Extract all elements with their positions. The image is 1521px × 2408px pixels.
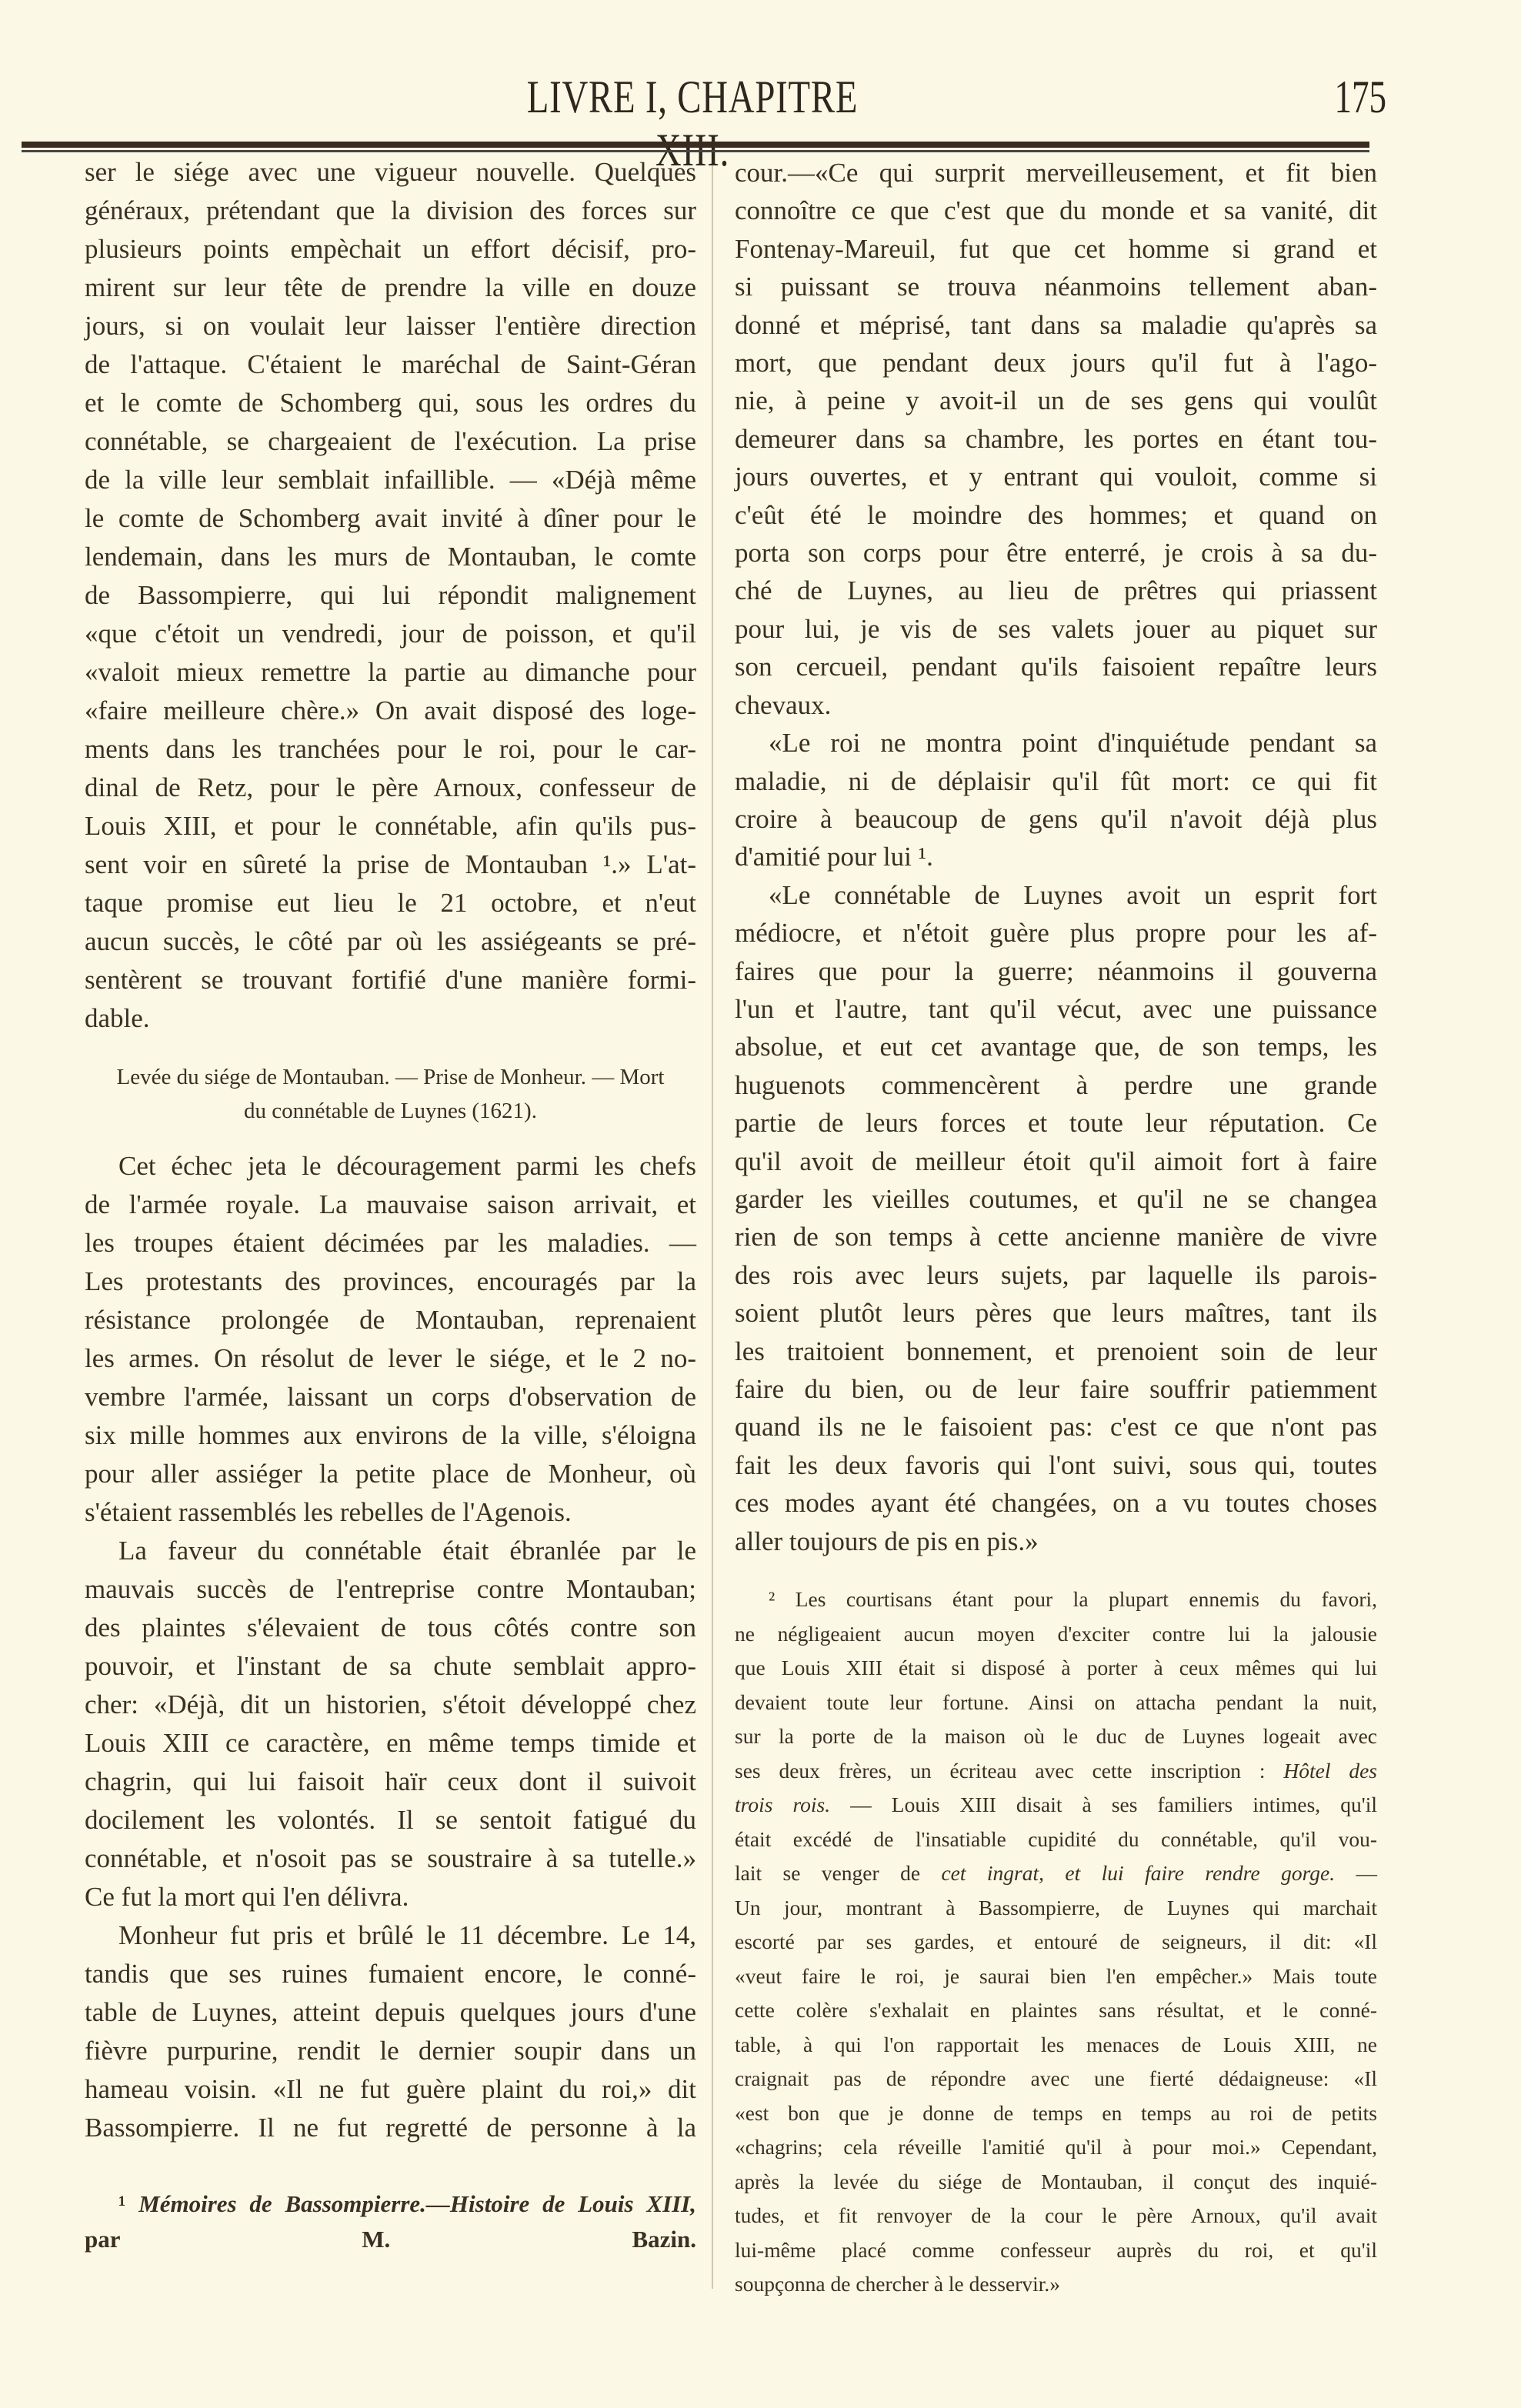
text-line: escorté par ses gardes, et entouré de seigneurs, il dit: «Il bbox=[735, 1929, 1377, 1953]
text-line: cher: «Déjà, dit un historien, s'étoit développé chez bbox=[85, 1689, 696, 1719]
text-line: jours ouvertes, et y entrant qui vouloit, comme si bbox=[735, 462, 1377, 492]
text-line: mort, que pendant deux jours qu'il fut à l'ago- bbox=[735, 348, 1377, 379]
text-line: ces modes ayant été changées, on a vu toutes choses bbox=[735, 1488, 1377, 1519]
text-line: des plaintes s'élevaient de tous côtés contre son bbox=[85, 1613, 696, 1643]
text-line: mauvais succès de l'entreprise contre Montauban; bbox=[85, 1574, 696, 1604]
text-line: «Le roi ne montra point d'inquiétude pendant sa bbox=[769, 728, 1377, 759]
text-line: taque promise eut lieu le 21 octobre, et n'eut bbox=[85, 888, 696, 918]
text-line: rien de son temps à cette ancienne manière de vivre bbox=[735, 1222, 1377, 1252]
text-line: absolue, et eut cet avantage que, de son temps, les bbox=[735, 1032, 1377, 1062]
paragraph bbox=[735, 724, 1377, 876]
text-line: jours, si on voulait leur laisser l'entière direction bbox=[85, 311, 696, 341]
text-line: «que c'étoit un vendredi, jour de poisson, et qu'il bbox=[85, 619, 696, 649]
text-line: était excédé de l'insatiable cupidité du connétable, qu'il vou- bbox=[735, 1826, 1377, 1851]
left-column-text-top bbox=[85, 153, 696, 1038]
text-line: quand ils ne le faisoient pas: c'est ce que n'ont pas bbox=[735, 1412, 1377, 1442]
text-line: table, à qui l'on rapportait les menaces de Louis XIII, ne bbox=[735, 2032, 1377, 2056]
paragraph bbox=[735, 876, 1377, 1560]
text-line: ché de Luynes, au lieu de prêtres qui priassent bbox=[735, 575, 1377, 606]
text-line: qu'il avoit de meilleur étoit qu'il aimoit fort à faire bbox=[735, 1146, 1377, 1176]
text-line: dinal de Retz, pour le père Arnoux, confesseur de bbox=[85, 772, 696, 802]
text-line: «chagrins; cela réveille l'amitié qu'il à pour moi.» Cependant, bbox=[735, 2135, 1377, 2159]
text-line: généraux, prétendant que la division des forces sur bbox=[85, 195, 696, 225]
text-line: pouvoir, et l'instant de sa chute semblait appro- bbox=[85, 1651, 696, 1681]
text-line: chagrin, qui lui faisoit haïr ceux dont il suivoit bbox=[85, 1766, 696, 1796]
text-line: ² Les courtisans étant pour la plupart ennemis du favori, bbox=[769, 1587, 1377, 1611]
page-number: 175 bbox=[1334, 72, 1386, 122]
text-line: Ce fut la mort qui l'en délivra. bbox=[85, 1882, 409, 1912]
section-heading bbox=[85, 1060, 696, 1128]
text-line: les armes. On résolut de lever le siége, et le 2 no- bbox=[85, 1343, 696, 1373]
text-line: Monheur fut pris et brûlé le 11 décembre. Le 14, bbox=[118, 1920, 696, 1950]
paragraph bbox=[85, 1147, 696, 1532]
text-line: son cercueil, pendant qu'ils faisoient repaître leurs bbox=[735, 652, 1377, 682]
section-heading-line: Levée du siége de Montauban. — Prise de Monheur. — Mort bbox=[116, 1065, 665, 1089]
text-line: par M. Bazin. bbox=[85, 2226, 696, 2253]
italic-text: trois rois. bbox=[735, 1793, 831, 1816]
text-line: fièvre purpurine, rendit le dernier soupir dans un bbox=[85, 2036, 696, 2066]
text-line: après la levée du siége de Montauban, il conçut des inquié- bbox=[735, 2169, 1377, 2193]
text-line: l'un et l'autre, tant qu'il vécut, avec une puissance bbox=[735, 993, 1377, 1024]
text-line: Un jour, montrant à Bassompierre, de Luynes qui marchait bbox=[735, 1895, 1377, 1919]
text-line: table de Luynes, atteint depuis quelques jours d'une bbox=[85, 1997, 696, 2027]
text-line: cour.—«Ce qui surprit merveilleusement, et fit bien bbox=[735, 158, 1377, 188]
text-line: hameau voisin. «Il ne fut guère plaint du roi,» dit bbox=[85, 2074, 696, 2104]
text-line: ¹ Mémoires de Bassompierre.—Histoire de Louis XIII, bbox=[118, 2190, 696, 2217]
text-line: cette colère s'exhalait en plaintes sans résultat, et le conné- bbox=[735, 1998, 1377, 2022]
text-line: dable. bbox=[85, 1003, 150, 1033]
text-line: «est bon que je donne de temps en temps au roi de petits bbox=[735, 2100, 1377, 2125]
text-line: si puissant se trouva néanmoins tellement aban- bbox=[735, 272, 1377, 302]
text-line: connoître ce que c'est que du monde et sa vanité, dit bbox=[735, 195, 1377, 226]
column-divider bbox=[712, 165, 713, 2289]
text-line: médiocre, et n'étoit guère plus propre pour les af- bbox=[735, 918, 1377, 949]
text-line: garder les vieilles coutumes, et qu'il ne se changea bbox=[735, 1183, 1377, 1214]
left-footnote bbox=[85, 2186, 696, 2257]
text-line: La faveur du connétable était ébranlée par le bbox=[118, 1536, 696, 1566]
text-line: Cet échec jeta le découragement parmi les chefs bbox=[118, 1151, 696, 1181]
text-line: chevaux. bbox=[735, 689, 832, 720]
text-line: Louis XIII, et pour le connétable, afin qu'ils pus- bbox=[85, 811, 696, 841]
text-line: demeurer dans sa chambre, les portes en étant tou- bbox=[735, 423, 1377, 454]
text-line: soupçonna de chercher à le desservir.» bbox=[735, 2272, 1061, 2296]
text-line: «Le connétable de Luynes avoit un esprit fort bbox=[769, 879, 1377, 910]
text-line: aller toujours de pis en pis.» bbox=[735, 1526, 1039, 1556]
text-line: sent voir en sûreté la prise de Montauban ¹.» L'at- bbox=[85, 849, 696, 879]
paragraph bbox=[85, 2186, 696, 2257]
text-line: fait les deux favoris qui l'ont suivi, sous qui, toutes bbox=[735, 1449, 1377, 1480]
text-line: «valoit mieux remettre la partie au dimanche pour bbox=[85, 657, 696, 687]
text-line: ments dans les tranchées pour le roi, pour le car- bbox=[85, 734, 696, 764]
text-line: lui-même placé comme confesseur auprès du roi, et qu'il bbox=[735, 2237, 1377, 2262]
header-rule bbox=[22, 142, 1369, 148]
text-line: six mille hommes aux environs de la ville, s'éloigna bbox=[85, 1420, 696, 1450]
text-line: vembre l'armée, laissant un corps d'observation de bbox=[85, 1382, 696, 1412]
text-line: croire à beaucoup de gens qu'il n'avoit déjà plus bbox=[735, 803, 1377, 834]
text-line: des rois avec leurs sujets, par laquelle ils parois- bbox=[735, 1259, 1377, 1290]
text-line: ne négligeaient aucun moyen d'exciter contre lui la jalousie bbox=[735, 1621, 1377, 1646]
paragraph bbox=[85, 1916, 696, 2147]
text-line: tudes, et fit renvoyer de la cour le père Arnoux, qu'il avait bbox=[735, 2203, 1377, 2227]
text-line: pour aller assiéger la petite place de Monheur, où bbox=[85, 1459, 696, 1489]
text-line: ses deux frères, un écriteau avec cette inscription : Hôtel des bbox=[735, 1758, 1377, 1783]
text-line: lendemain, dans les murs de Montauban, le comte bbox=[85, 542, 696, 572]
text-line: faires que pour la guerre; néanmoins il gouverna bbox=[735, 956, 1377, 986]
text-line: le comte de Schomberg avait invité à dîner pour le bbox=[85, 503, 696, 533]
text-line: connétable, se chargeaient de l'exécution. La prise bbox=[85, 426, 696, 456]
text-line: ser le siége avec une vigueur nouvelle. Quelques bbox=[85, 157, 696, 187]
text-line: d'amitié pour lui ¹. bbox=[735, 842, 933, 872]
text-line: devaient toute leur fortune. Ainsi on attacha pendant la nuit, bbox=[735, 1689, 1377, 1714]
section-heading-line: du connétable de Luynes (1621). bbox=[244, 1099, 537, 1123]
right-footnote bbox=[735, 1583, 1377, 2302]
text-line: Bassompierre. Il ne fut regretté de personne à la bbox=[85, 2113, 696, 2143]
text-line: nie, à peine y avoit-il un de ses gens qui voulût bbox=[735, 385, 1377, 416]
text-line: lait se venger de cet ingrat, et lui faire rendre gorge. — bbox=[735, 1861, 1378, 1885]
text-line: faire du bien, ou de leur faire souffrir patiemment bbox=[735, 1374, 1377, 1404]
text-line: donné et méprisé, tant dans sa maladie qu'après sa bbox=[735, 309, 1377, 340]
text-line: que Louis XIII était si disposé à porter à ceux mêmes qui lui bbox=[735, 1656, 1377, 1679]
header-rule-thin bbox=[22, 150, 1369, 152]
text-line: porta son corps pour être enterré, je crois à sa du- bbox=[735, 538, 1377, 569]
text-line: de la ville leur semblait infaillible. — «Déjà même bbox=[85, 465, 696, 495]
text-line: partie de leurs forces et toute leur réputation. Ce bbox=[735, 1108, 1377, 1139]
left-column-text-bottom bbox=[85, 1147, 696, 2147]
text-line: Louis XIII ce caractère, en même temps timide et bbox=[85, 1728, 696, 1758]
text-line: sentèrent se trouvant fortifié d'une manière formi- bbox=[85, 965, 696, 995]
paragraph bbox=[85, 1532, 696, 1916]
text-line: «veut faire le roi, je saurai bien l'en empêcher.» Mais toute bbox=[735, 1963, 1377, 1988]
paragraph bbox=[735, 1583, 1377, 2302]
text-line: sur la porte de la maison où le duc de Luynes logeait avec bbox=[735, 1724, 1377, 1748]
text-line: trois rois. — Louis XIII disait à ses familiers intimes, qu'il bbox=[735, 1793, 1377, 1816]
text-line: «faire meilleure chère.» On avait disposé des loge- bbox=[85, 695, 696, 725]
paragraph bbox=[735, 154, 1377, 724]
text-line: craignait pas de répondre avec une fierté dédaigneuse: «Il bbox=[735, 2066, 1377, 2090]
text-line: aucun succès, le côté par où les assiégeants se pré- bbox=[85, 926, 696, 956]
text-line: soient plutôt leurs pères que leurs maîtres, tant ils bbox=[735, 1298, 1377, 1329]
italic-text: Mémoires de Bassompierre.—Histoire de Louis XIII, bbox=[138, 2190, 696, 2217]
text-line: résistance prolongée de Montauban, reprenaient bbox=[85, 1305, 696, 1335]
text-line: connétable, et n'osoit pas se soustraire à sa tutelle.» bbox=[85, 1843, 696, 1873]
text-line: les troupes étaient décimées par les maladies. — bbox=[85, 1228, 696, 1258]
italic-text: Hôtel des bbox=[1283, 1758, 1377, 1783]
text-line: mirent sur leur tête de prendre la ville en douze bbox=[85, 272, 696, 302]
text-line: maladie, ni de déplaisir qu'il fût mort: ce qui fit bbox=[735, 765, 1377, 796]
text-line: huguenots commencèrent à perdre une grande bbox=[735, 1069, 1377, 1100]
text-line: Les protestants des provinces, encouragés par la bbox=[85, 1266, 696, 1296]
text-line: tandis que ses ruines fumaient encore, le conné- bbox=[85, 1959, 696, 1989]
text-line: de l'armée royale. La mauvaise saison arrivait, et bbox=[85, 1189, 696, 1219]
text-line: et le comte de Schomberg qui, sous les ordres du bbox=[85, 388, 696, 418]
text-line: Fontenay-Mareuil, fut que cet homme si grand et bbox=[735, 233, 1377, 264]
text-line: de l'attaque. C'étaient le maréchal de Saint-Géran bbox=[85, 349, 696, 379]
italic-text: cet ingrat, et lui faire rendre gorge. bbox=[941, 1861, 1336, 1885]
text-line: les traitoient bonnement, et prenoient soin de leur bbox=[735, 1336, 1377, 1366]
paragraph bbox=[85, 153, 696, 1038]
text-line: pour lui, je vis de ses valets jouer au piquet sur bbox=[735, 613, 1377, 644]
chapter-title: LIVRE I, CHAPITRE bbox=[526, 72, 859, 122]
text-line: docilement les volontés. Il se sentoit fatigué du bbox=[85, 1805, 696, 1835]
text-line: s'étaient rassemblés les rebelles de l'Agenois. bbox=[85, 1497, 572, 1527]
text-line: plusieurs points empèchait un effort décisif, pro- bbox=[85, 234, 696, 264]
right-column-text bbox=[735, 154, 1377, 1560]
text-line: c'eût été le moindre des hommes; et quand on bbox=[735, 499, 1377, 530]
text-line: de Bassompierre, qui lui répondit malignement bbox=[85, 580, 696, 610]
